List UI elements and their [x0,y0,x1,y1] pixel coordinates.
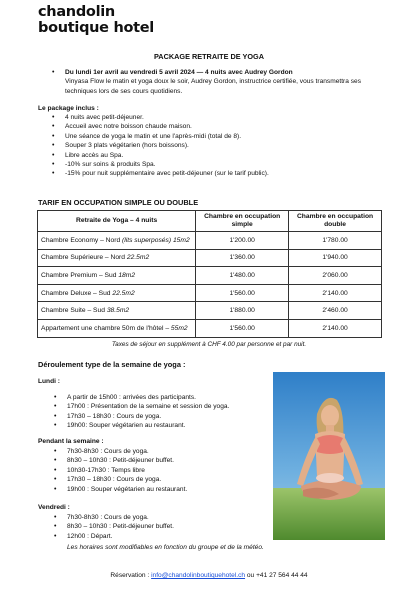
col-header: Chambre en occupation simple [196,211,289,232]
yoga-photo [273,372,385,540]
reservation-line [0,572,418,579]
room-cell [38,232,196,250]
intro-headline: • Du lundi 1er avril au vendredi 5 avril 2024 — 4 nuits avec Audrey Gordon [65,69,293,76]
price-single: 1'880.00 [196,302,289,320]
schedule-heading: Déroulement type de la semaine de yoga : [38,360,186,369]
phone-number[interactable]: +41 27 564 44 44 [256,572,308,579]
room-name: Chambre Deluxe – Sud [41,289,111,297]
table-row [38,267,382,285]
logo-line2: boutique hotel [38,20,154,36]
schedule-item: • 8h30 – 10h30 : Petit-déjeuner buffet. [67,456,277,465]
price-double: 2'460.00 [289,302,382,320]
lundi-list [67,393,277,431]
price-double: 2'060.00 [289,267,382,285]
package-item: • Libre accès au Spa. [65,151,395,160]
schedule-item: • 17h30 – 18h30 : Cours de yoga. [67,412,277,421]
room-cell [38,319,196,337]
schedule-item: • 10h30-17h30 : Temps libre [67,466,277,475]
hotel-logo [38,4,154,36]
logo-line1: chandolin [38,4,115,20]
price-single: 1'480.00 [196,267,289,285]
room-cell [38,302,196,320]
table-row [38,232,382,250]
table-row [38,319,382,337]
schedule-item: • 19h00 : Souper végétarien au restaurant. [67,485,277,494]
semaine-list [67,447,277,494]
room-cell [38,249,196,267]
schedule-item: • 7h30-8h30 : Cours de yoga. [67,513,277,522]
table-row [38,249,382,267]
schedule-item: • 12h00 : Départ. [67,532,277,541]
price-single: 1'560.00 [196,319,289,337]
yoga-woman-illustration [273,372,385,540]
taxe-note: Taxes de séjour en supplément à CHF 4.00 par personne et par nuit. [111,341,307,348]
intro-body: Vinyasa Flow le matin et yoga doux le soir, Audrey Gordon, instructrice certifiée, vous transmettra ses techniques lors de ses cours quotidiens. [65,78,361,95]
room-detail: 22.5m2 [126,254,150,262]
schedule-item: • A partir de 15h00 : arrivées des participants. [67,393,277,402]
vendredi-list [67,513,277,541]
intro-section [65,68,385,96]
package-item: • -15% pour nuit supplémentaire avec petit-déjeuner (sur le tarif public). [65,169,395,178]
tarif-heading: TARIF EN OCCUPATION SIMPLE OU DOUBLE [38,198,199,207]
table-header-row [38,211,382,232]
room-name: Chambre Premium – Sud [41,271,117,279]
intro-item [65,68,385,96]
schedule-item: • 7h30-8h30 : Cours de yoga. [67,447,277,456]
price-double: 1'780.00 [289,232,382,250]
schedule-item: • 19h00: Souper végétarien au restaurant. [67,421,277,430]
page-title: PACKAGE RETRAITE DE YOGA [153,52,264,61]
price-single: 1'200.00 [196,232,289,250]
room-detail: 18m2 [118,271,136,279]
package-label: Le package inclus : [38,105,99,112]
package-item: • Accueil avec notre boisson chaude maison. [65,122,395,131]
lundi-label: Lundi : [38,378,60,385]
col-header: Chambre en occupation double [289,211,382,232]
reservation-label: Réservation : [110,572,150,579]
email-link[interactable]: info@chandolinboutiquehotel.ch [151,572,246,579]
package-item: • Une séance de yoga le matin et une l'après-midi (total de 8). [65,132,395,141]
price-double: 1'940.00 [289,249,382,267]
room-detail: 38.5m2 [106,307,130,315]
package-item: • 4 nuits avec petit-déjeuner. [65,113,395,122]
room-name: Chambre Economy – Nord [41,236,121,244]
schedule-note: Les horaires sont modifiables en fonction du groupe et de la météo. [67,544,264,551]
room-detail: (lits superposés) 15m2 [122,236,190,244]
room-cell [38,284,196,302]
price-double: 2'140.00 [289,284,382,302]
room-name: Chambre Supérieure – Nord [41,254,126,262]
schedule-item: • 17h00 : Présentation de la semaine et session de yoga. [67,402,277,411]
room-name: Appartement une chambre 50m de l'hôtel – [41,324,170,332]
room-name: Chambre Suite – Sud [41,307,105,315]
room-detail: 22.5m2 [112,289,135,297]
price-single: 1'560.00 [196,284,289,302]
col-header: Retraite de Yoga – 4 nuits [38,211,196,232]
package-item: • -10% sur soins & produits Spa. [65,160,395,169]
room-detail: 55m2 [170,324,188,332]
schedule-item: • 8h30 – 10h30 : Petit-déjeuner buffet. [67,522,277,531]
vendredi-label: Vendredi : [38,504,70,511]
room-cell [38,267,196,285]
table-row [38,302,382,320]
package-list [65,113,395,179]
package-item: • Souper 3 plats végétarien (hors boissons). [65,141,395,150]
tarif-table [37,210,382,338]
semaine-label: Pendant la semaine : [38,438,104,445]
price-single: 1'360.00 [196,249,289,267]
table-row [38,284,382,302]
schedule-item: • 17h30 – 18h30 : Cours de yoga. [67,475,277,484]
or-text: ou [246,572,255,579]
price-double: 2'140.00 [289,319,382,337]
